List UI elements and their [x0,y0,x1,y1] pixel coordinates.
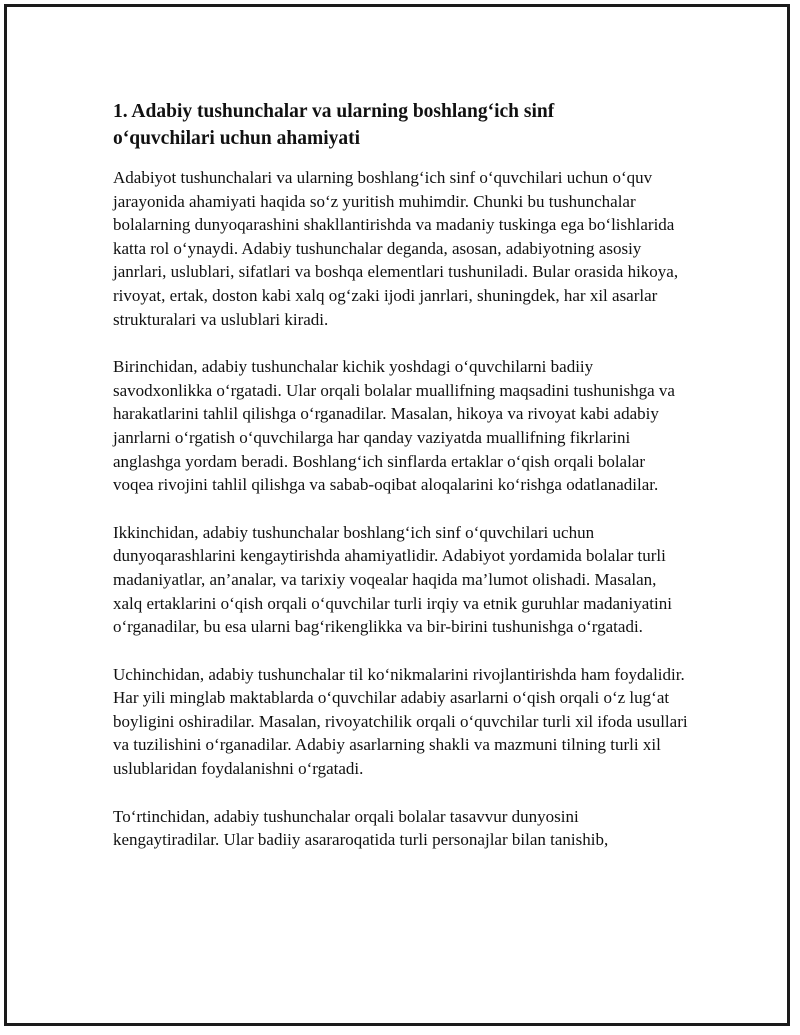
document-body [113,98,688,876]
section-heading-line-2: oʻquvchilari uchun ahamiyati [113,128,361,149]
paragraph-3: Ikkinchidan, adabiy tushunchalar boshlangʻich sinf oʻquvchilari uchun dunyoqarashlarini kengaytirishda ahamiyatlidir. Adabiyot yordamida bolalar turli madaniyatlar, an’analar, va tarixiy voqealar haqida ma’lumot olishadi. Masalan, xalq ertaklarini oʻqish orqali oʻquvchilar turli irqiy va etnik guruhlar madaniyatini oʻrganadilar, bu esa ularni bagʻrikenglikka va bir-birini tushunishga oʻrgatadi. [113,522,672,637]
paragraph-2: Birinchidan, adabiy tushunchalar kichik yoshdagi oʻquvchilarni badiiy savodxonlikka oʻrgatadi. Ular orqali bolalar muallifning maqsadini tushunishga va harakatlarini tahlil qilishga oʻrganadilar. Masalan, hikoya va rivoyat kabi adabiy janrlarni oʻrgatish oʻquvchilarga har qanday vaziyatda muallifning fikrlarini anglashga yordam beradi. Boshlangʻich sinflarda ertaklar oʻqish orqali bolalar voqea rivojini tahlil qilishga va sabab-oqibat aloqalarini koʻrishga odatlanadilar. [113,357,675,495]
paragraph-4: Uchinchidan, adabiy tushunchalar til koʻnikmalarini rivojlantirishda ham foydalidir. Har yili minglab maktablarda oʻquvchilar adabiy asarlarni oʻqish orqali oʻz lugʻat boyligini oshiradilar. Masalan, rivoyatchilik orqali oʻquvchilar turli xil ifoda usullari va tuzilishini oʻrganadilar. Adabiy asarlarning shakli va mazmuni tilning turli xil uslublaridan foydalanishni oʻrgatadi. [113,664,688,779]
paragraph-5: Toʻrtinchidan, adabiy tushunchalar orqali bolalar tasavvur dunyosini kengaytiradilar. Ular badiiy asararoqatida turli personajlar bilan tanishib, [113,806,609,850]
section-heading-line-1: 1. Adabiy tushunchalar va ularning boshlangʻich sinf [113,101,555,122]
section-heading [113,98,688,152]
paragraph-1: Adabiyot tushunchalari va ularning boshlangʻich sinf oʻquvchilari uchun oʻquv jarayonida ahamiyati haqida soʻz yuritish muhimdir. Chunki bu tushunchalar bolalarning dunyoqarashini shakllantirishda va madaniy tuskinga ega boʻlishlarida katta rol oʻynaydi. Adabiy tushunchalar deganda, asosan, adabiyotning asosiy janrlari, uslublari, sifatlari va boshqa elementlari tushuniladi. Bular orasida hikoya, rivoyat, ertak, doston kabi xalq ogʻzaki ijodi janrlari, shuningdek, har xil asarlar strukturalari va uslublari kiradi. [113,168,679,329]
